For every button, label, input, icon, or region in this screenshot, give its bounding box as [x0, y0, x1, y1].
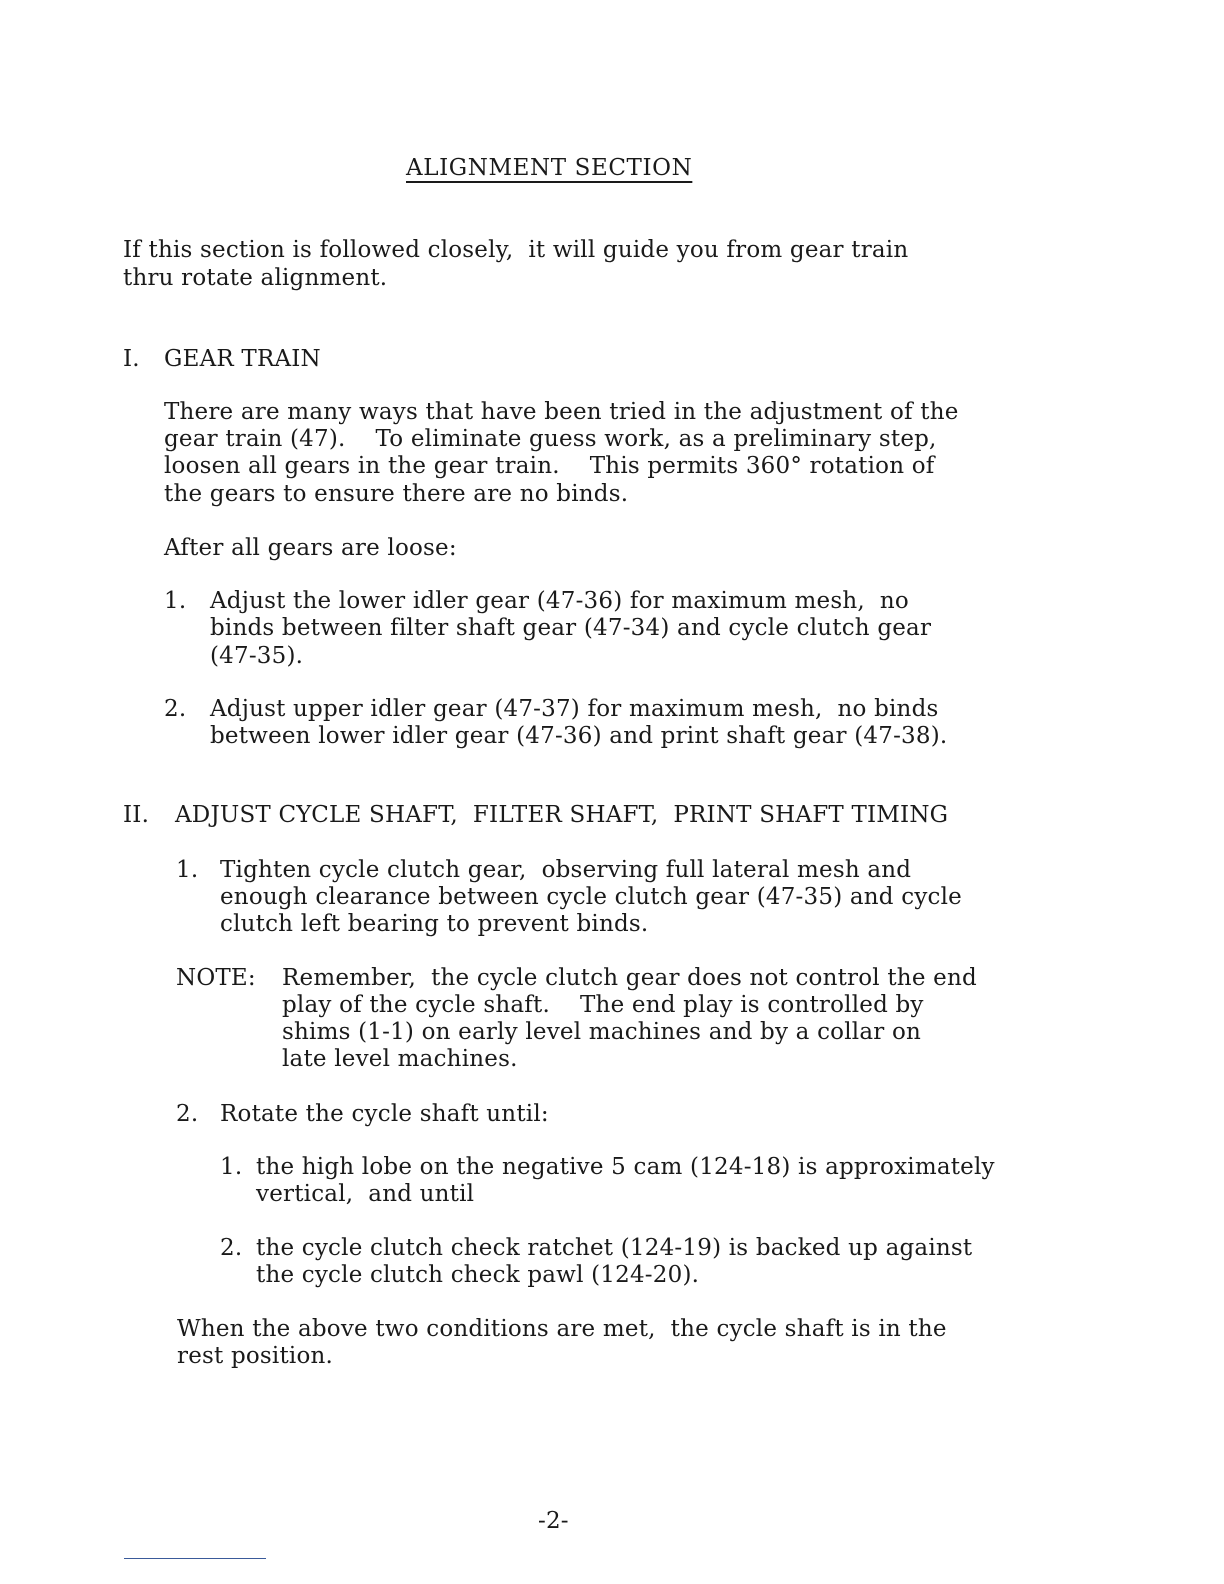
substep-1-number: 1. [220, 1154, 243, 1180]
section-1-step-2-line: between lower idler gear (47-36) and print shaft gear (47-38). [210, 723, 948, 749]
section-2-step-1-number: 1. [176, 857, 199, 883]
intro-line-1: If this section is followed closely, it will guide you from gear train [123, 237, 909, 263]
section-2-step-2-text: Rotate the cycle shaft until: [220, 1101, 549, 1127]
intro-line-2: thru rotate alignment. [123, 265, 388, 291]
section-1-step-2-number: 2. [164, 696, 187, 722]
section-2-step-1-line: enough clearance between cycle clutch gear (47-35) and cycle [220, 884, 962, 910]
section-1-step-2-line: Adjust upper idler gear (47-37) for maximum mesh, no binds [210, 696, 939, 722]
section-1-paragraph-line: gear train (47). To eliminate guess work, as a preliminary step, [164, 426, 937, 452]
section-2-heading: ADJUST CYCLE SHAFT, FILTER SHAFT, PRINT SHAFT TIMING [175, 802, 949, 828]
section-1-step-1-line: (47-35). [210, 643, 304, 669]
section-1-step-1-number: 1. [164, 588, 187, 614]
section-2-step-1-line: clutch left bearing to prevent binds. [220, 911, 649, 937]
page-title: ALIGNMENT SECTION [406, 155, 693, 181]
section-1-paragraph-line: loosen all gears in the gear train. This permits 360° rotation of [164, 453, 935, 479]
section-1-numeral: I. [123, 346, 140, 372]
section-1-heading: GEAR TRAIN [164, 346, 321, 372]
substep-1-line: the high lobe on the negative 5 cam (124-18) is approximately [256, 1154, 995, 1180]
substep-2-line: the cycle clutch check ratchet (124-19) is backed up against [256, 1235, 973, 1261]
page-number: -2- [538, 1508, 569, 1534]
substep-2-line: the cycle clutch check pawl (124-20). [256, 1262, 700, 1288]
section-2-numeral: II. [123, 802, 150, 828]
note-label: NOTE: [176, 965, 256, 991]
substep-1-line: vertical, and until [256, 1181, 475, 1207]
substep-2-number: 2. [220, 1235, 243, 1261]
section-1-step-1-line: Adjust the lower idler gear (47-36) for maximum mesh, no [210, 588, 909, 614]
section-1-lead: After all gears are loose: [164, 535, 457, 561]
footer-rule [124, 1558, 266, 1559]
section-1-step-1-line: binds between filter shaft gear (47-34) and cycle clutch gear [210, 615, 932, 641]
note-line: play of the cycle shaft. The end play is controlled by [282, 992, 924, 1018]
section-2-step-2-number: 2. [176, 1101, 199, 1127]
conclusion-line: rest position. [177, 1343, 334, 1369]
section-1-paragraph-line: There are many ways that have been tried in the adjustment of the [164, 399, 959, 425]
note-line: shims (1-1) on early level machines and by a collar on [282, 1019, 922, 1045]
note-line: Remember, the cycle clutch gear does not control the end [282, 965, 977, 991]
conclusion-line: When the above two conditions are met, the cycle shaft is in the [177, 1316, 947, 1342]
section-1-paragraph-line: the gears to ensure there are no binds. [164, 481, 629, 507]
section-2-step-1-line: Tighten cycle clutch gear, observing full lateral mesh and [220, 857, 912, 883]
note-line: late level machines. [282, 1046, 518, 1072]
